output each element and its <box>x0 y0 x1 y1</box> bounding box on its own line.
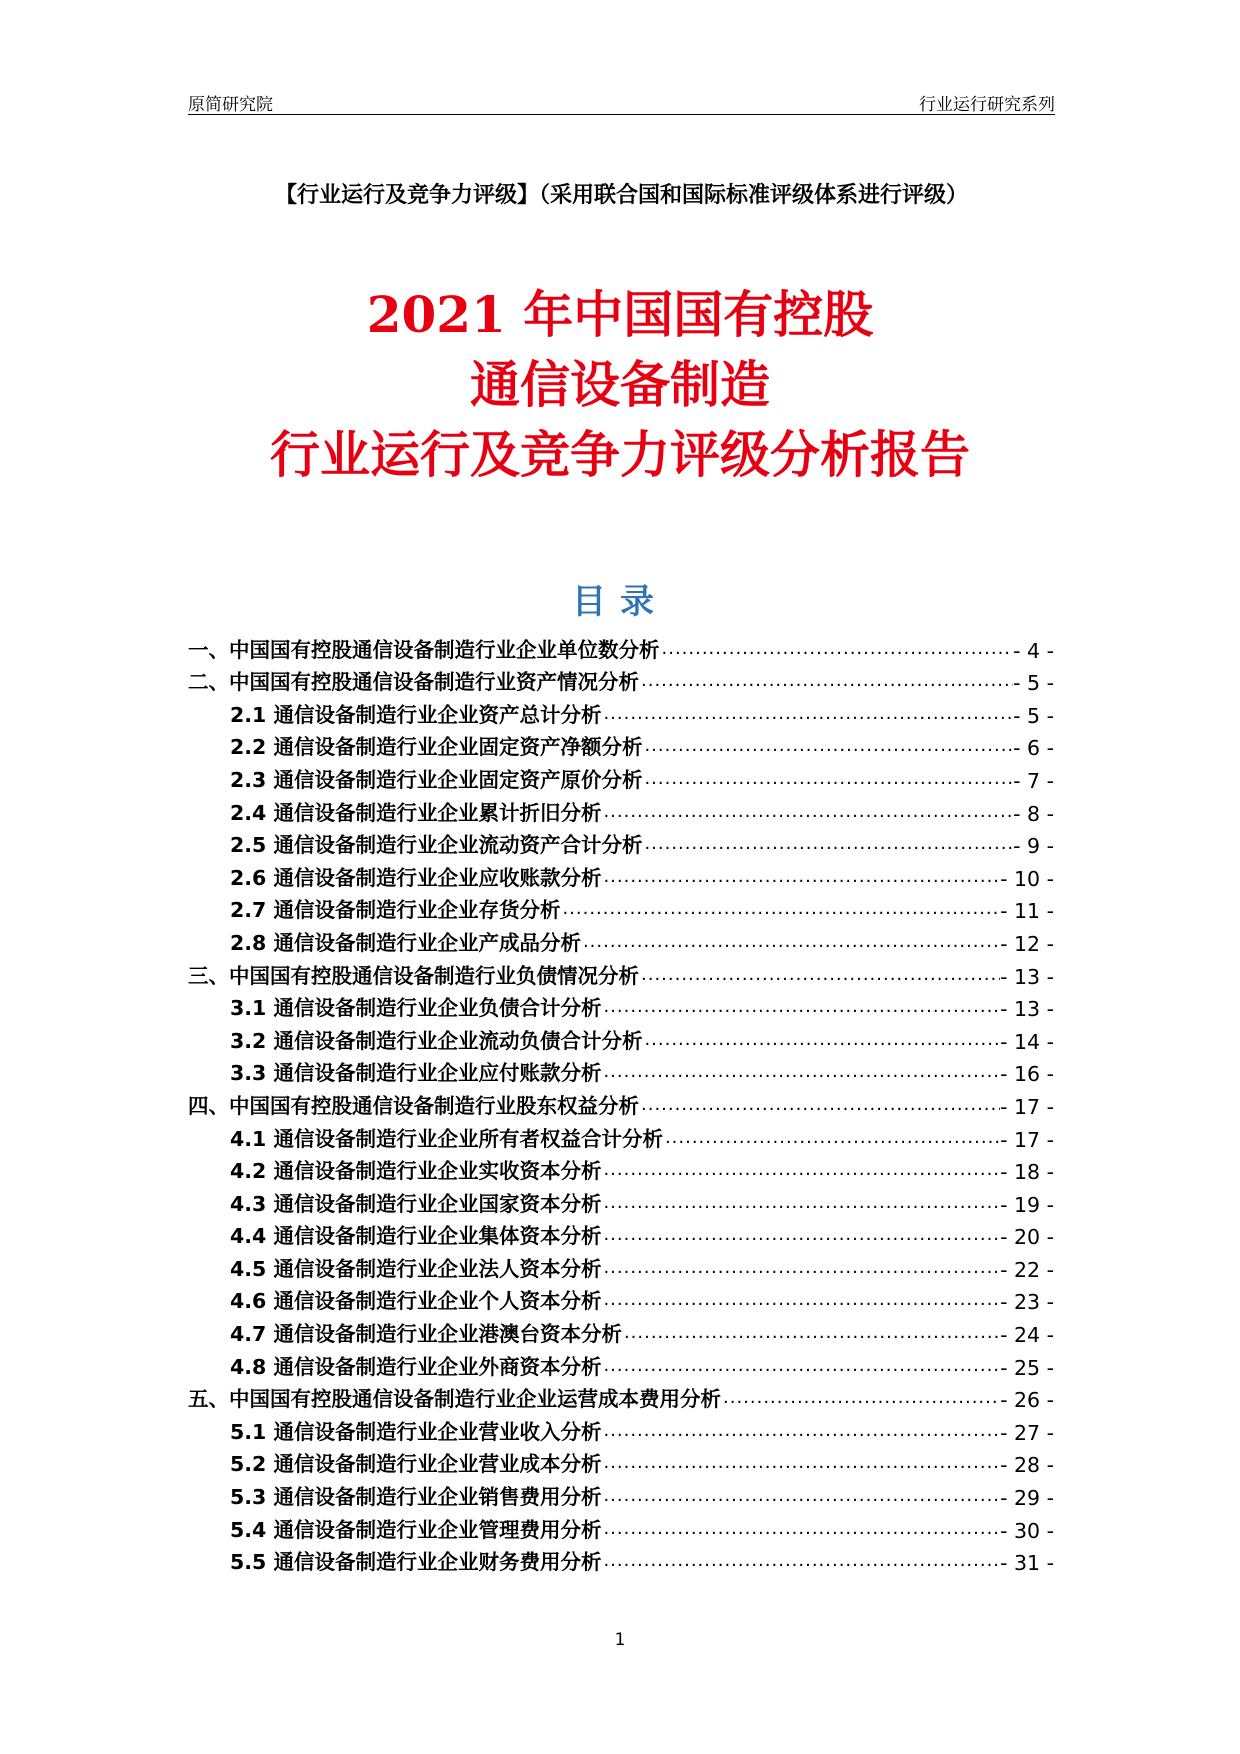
toc-entry-title: 5.1 通信设备制造行业企业营业收入分析 <box>230 1419 602 1444</box>
toc-entry-title: 5.4 通信设备制造行业企业管理费用分析 <box>230 1517 602 1542</box>
toc-dot-leader <box>663 1127 1000 1148</box>
toc-entry-title: 4.2 通信设备制造行业企业实收资本分析 <box>230 1159 602 1184</box>
toc-entry-page: - 14 - <box>1000 1029 1054 1054</box>
toc-entry[interactable] <box>188 1184 1054 1217</box>
toc-entry[interactable] <box>188 989 1054 1022</box>
toc-entry-title: 2.4 通信设备制造行业企业累计折旧分析 <box>230 800 602 825</box>
toc-entry-page: - 7 - <box>1013 768 1054 793</box>
toc-entry[interactable] <box>188 1021 1054 1054</box>
toc-dot-leader <box>601 996 1000 1017</box>
toc-entry-title: 4.5 通信设备制造行业企业法人资本分析 <box>230 1256 602 1281</box>
toc-entry-title: 4.3 通信设备制造行业企业国家资本分析 <box>230 1191 602 1216</box>
toc-entry-page: - 25 - <box>1000 1355 1054 1380</box>
toc-entry-page: - 26 - <box>1000 1388 1054 1413</box>
toc-entry-title: 三、中国国有控股通信设备制造行业负债情况分析 <box>188 963 639 988</box>
toc-entry-title: 3.3 通信设备制造行业企业应付账款分析 <box>230 1061 602 1086</box>
title-line-1: 2021 年中国国有控股 <box>366 285 874 344</box>
toc-entry-title: 2.8 通信设备制造行业企业产成品分析 <box>230 930 581 955</box>
toc-dot-leader <box>601 1159 1000 1180</box>
toc-entry[interactable] <box>188 1412 1054 1445</box>
toc-dot-leader <box>601 1485 1000 1506</box>
toc-dot-leader <box>639 670 1013 691</box>
toc-entry[interactable] <box>188 663 1054 696</box>
toc-entry-page: - 22 - <box>1000 1257 1054 1282</box>
toc-dot-leader <box>642 735 1013 756</box>
toc-dot-leader <box>660 638 1014 659</box>
toc-dot-leader <box>721 1387 1000 1408</box>
toc-entry-page: - 29 - <box>1000 1486 1054 1511</box>
toc-entry-page: - 19 - <box>1000 1192 1054 1217</box>
toc-entry-page: - 10 - <box>1000 866 1054 891</box>
toc-dot-leader <box>601 1257 1000 1278</box>
toc-dot-leader <box>622 1322 1000 1343</box>
toc-entry-title: 4.8 通信设备制造行业企业外商资本分析 <box>230 1354 602 1379</box>
toc-entry-title: 2.7 通信设备制造行业企业存货分析 <box>230 898 561 923</box>
toc-entry[interactable] <box>188 1152 1054 1185</box>
toc-entry-title: 五、中国国有控股通信设备制造行业企业运营成本费用分析 <box>188 1387 721 1412</box>
toc-entry[interactable] <box>188 826 1054 859</box>
toc-entry[interactable] <box>188 1477 1054 1510</box>
toc-entry-title: 4.4 通信设备制造行业企业集体资本分析 <box>230 1224 602 1249</box>
toc-entry-page: - 31 - <box>1000 1551 1054 1576</box>
table-of-contents <box>188 630 1054 1575</box>
toc-entry[interactable] <box>188 1054 1054 1087</box>
toc-dot-leader <box>639 1094 1000 1115</box>
toc-entry-page: - 11 - <box>1000 899 1054 924</box>
toc-dot-leader <box>639 964 1000 985</box>
toc-entry-page: - 12 - <box>1000 931 1054 956</box>
toc-dot-leader <box>601 1224 1000 1245</box>
toc-entry-title: 3.1 通信设备制造行业企业负债合计分析 <box>230 996 602 1021</box>
page-header <box>188 88 1055 115</box>
toc-entry[interactable] <box>188 1510 1054 1543</box>
toc-entry[interactable] <box>188 923 1054 956</box>
toc-entry[interactable] <box>188 956 1054 989</box>
toc-entry-title: 一、中国国有控股通信设备制造行业企业单位数分析 <box>188 637 660 662</box>
toc-heading: 目录 <box>572 582 668 622</box>
toc-entry-title: 2.6 通信设备制造行业企业应收账款分析 <box>230 865 602 890</box>
toc-dot-leader <box>601 1355 1000 1376</box>
header-series-name: 行业运行研究系列 <box>919 95 1055 115</box>
toc-entry-page: - 8 - <box>1013 801 1054 826</box>
toc-entry-title: 3.2 通信设备制造行业企业流动负债合计分析 <box>230 1028 643 1053</box>
toc-entry[interactable] <box>188 1347 1054 1380</box>
toc-entry[interactable] <box>188 1445 1054 1478</box>
toc-entry-page: - 27 - <box>1000 1420 1054 1445</box>
toc-entry[interactable] <box>188 891 1054 924</box>
toc-entry-title: 5.2 通信设备制造行业企业营业成本分析 <box>230 1452 602 1477</box>
toc-entry[interactable] <box>188 793 1054 826</box>
toc-dot-leader <box>601 1420 1000 1441</box>
page-number: 1 <box>614 1630 626 1650</box>
toc-entry[interactable] <box>188 1217 1054 1250</box>
toc-entry-page: - 13 - <box>1000 964 1054 989</box>
toc-dot-leader <box>601 1518 1000 1539</box>
toc-entry-title: 2.3 通信设备制造行业企业固定资产原价分析 <box>230 767 643 792</box>
toc-entry-page: - 16 - <box>1000 1062 1054 1087</box>
toc-entry-page: - 18 - <box>1000 1160 1054 1185</box>
toc-entry-page: - 4 - <box>1013 638 1054 663</box>
toc-entry[interactable] <box>188 1282 1054 1315</box>
toc-entry-page: - 5 - <box>1013 671 1054 696</box>
toc-entry-title: 2.2 通信设备制造行业企业固定资产净额分析 <box>230 735 643 760</box>
toc-dot-leader <box>642 1029 1000 1050</box>
toc-entry[interactable] <box>188 1543 1054 1576</box>
toc-dot-leader <box>642 833 1013 854</box>
toc-entry-page: - 17 - <box>1000 1094 1054 1119</box>
toc-entry-title: 4.1 通信设备制造行业企业所有者权益合计分析 <box>230 1126 663 1151</box>
toc-entry-title: 4.7 通信设备制造行业企业港澳台资本分析 <box>230 1322 622 1347</box>
toc-entry-page: - 24 - <box>1000 1323 1054 1348</box>
toc-dot-leader <box>601 1192 1000 1213</box>
toc-entry-page: - 5 - <box>1013 703 1054 728</box>
toc-dot-leader <box>601 1061 1000 1082</box>
toc-dot-leader <box>601 1550 1000 1571</box>
toc-entry[interactable] <box>188 728 1054 761</box>
toc-dot-leader <box>601 703 1013 724</box>
toc-entry[interactable] <box>188 1314 1054 1347</box>
toc-dot-leader <box>581 931 1000 952</box>
toc-entry-page: - 20 - <box>1000 1225 1054 1250</box>
toc-dot-leader <box>601 866 1000 887</box>
toc-entry-page: - 30 - <box>1000 1518 1054 1543</box>
toc-entry-page: - 6 - <box>1013 736 1054 761</box>
report-title <box>150 280 1090 490</box>
toc-dot-leader <box>601 1289 1000 1310</box>
header-org-name: 原简研究院 <box>188 95 273 115</box>
toc-entry-page: - 13 - <box>1000 997 1054 1022</box>
toc-entry-page: - 23 - <box>1000 1290 1054 1315</box>
toc-entry[interactable] <box>188 1119 1054 1152</box>
toc-entry-title: 四、中国国有控股通信设备制造行业股东权益分析 <box>188 1093 639 1118</box>
toc-entry-title: 5.3 通信设备制造行业企业销售费用分析 <box>230 1485 602 1510</box>
title-line-3: 行业运行及竞争力评级分析报告 <box>270 425 970 484</box>
toc-entry-title: 4.6 通信设备制造行业企业个人资本分析 <box>230 1289 602 1314</box>
toc-entry-page: - 9 - <box>1013 834 1054 859</box>
toc-entry[interactable] <box>188 760 1054 793</box>
toc-dot-leader <box>601 801 1013 822</box>
toc-entry-title: 5.5 通信设备制造行业企业财务费用分析 <box>230 1550 602 1575</box>
toc-entry-page: - 28 - <box>1000 1453 1054 1478</box>
toc-entry[interactable] <box>188 630 1054 663</box>
toc-dot-leader <box>560 898 1000 919</box>
toc-entry[interactable] <box>188 1086 1054 1119</box>
toc-entry-page: - 17 - <box>1000 1127 1054 1152</box>
toc-entry[interactable] <box>188 1249 1054 1282</box>
report-subtitle: 【行业运行及竞争力评级】（采用联合国和国际标准评级体系进行评级） <box>274 183 968 208</box>
toc-entry[interactable] <box>188 858 1054 891</box>
toc-dot-leader <box>601 1452 1000 1473</box>
toc-entry[interactable] <box>188 1380 1054 1413</box>
toc-dot-leader <box>642 768 1013 789</box>
toc-entry[interactable] <box>188 695 1054 728</box>
toc-entry-title: 二、中国国有控股通信设备制造行业资产情况分析 <box>188 670 639 695</box>
toc-entry-title: 2.1 通信设备制造行业企业资产总计分析 <box>230 702 602 727</box>
toc-entry-title: 2.5 通信设备制造行业企业流动资产合计分析 <box>230 833 643 858</box>
title-line-2: 通信设备制造 <box>470 355 770 414</box>
